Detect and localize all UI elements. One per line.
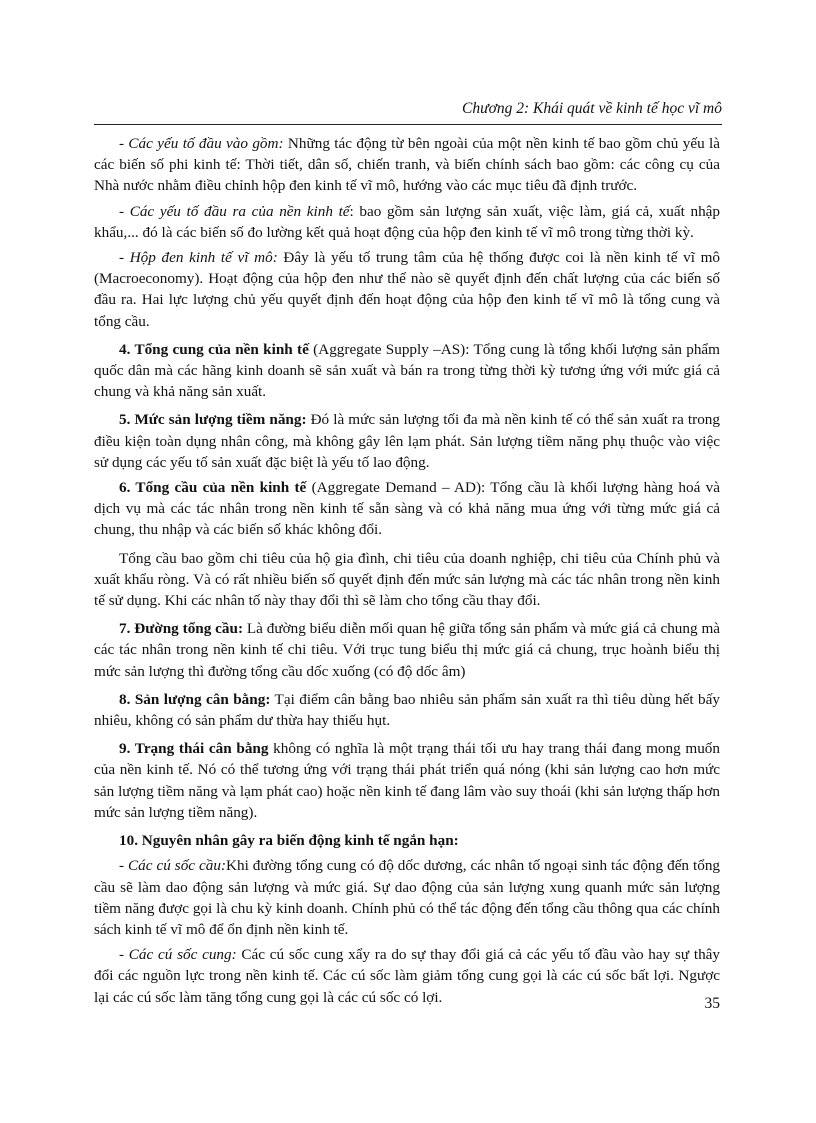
paragraph-text: (Aggregate Demand – AD): Tổng cầu là khối lượng hàng hoá và dịch vụ mà các tác nhân trong nền kinh tế sẵn sàng và có khả năng mua ứng với từng mức giá cả chung, thu nhập và các biến số khác không đổi. — [94, 479, 720, 539]
page-body — [94, 133, 720, 1012]
paragraph-equilibrium-output — [94, 689, 720, 731]
term-black-box: - Hộp đen kinh tế vĩ mô: — [119, 249, 278, 267]
paragraph-text: (Aggregate Supply –AS): Tổng cung là tổng khối lượng sản phẩm quốc dân mà các hãng kinh doanh sẽ sản xuất và bán ra trong từng thời kỳ tương ứng với mức giá cả chung và khả năng sản xuất. — [94, 340, 720, 401]
paragraph-text: Tổng cầu bao gồm chi tiêu của hộ gia đình, chi tiêu của doanh nghiệp, chi tiêu của Chính phủ và xuất khẩu ròng. Và có rất nhiều biến số quyết định đến mức sản lượng mà các tác nhân trong nền kinh tế sử dụng. Khi các nhân tố này thay đổi thì sẽ làm cho tổng cầu thay đổi. — [94, 549, 720, 610]
paragraph-text: Đó là mức sản lượng tối đa mà nền kinh tế có thể sản xuất ra trong điều kiện toàn dụng nhân công, mà không gây lên lạm phát. Sản lượng tiềm năng phụ thuộc vào việc sử dụng các yếu tố sản xuất đặc biệt là yếu tố lao động. — [94, 411, 720, 471]
term-outputs: - Các yếu tố đầu ra của nền kinh tế — [119, 202, 350, 220]
paragraph-text: Tại điểm cân bằng bao nhiêu sản phẩm sản xuất ra thì tiêu dùng hết bấy nhiêu, không có sản phẩm dư thừa hay thiếu hụt. — [94, 690, 720, 730]
term-inputs: - Các yếu tố đầu vào gồm: — [119, 135, 284, 152]
paragraph-demand-shocks — [94, 855, 720, 940]
term-ad-curve: 7. Đường tổng cầu: — [119, 620, 244, 638]
term-equilibrium-output: 8. Sản lượng cân bằng: — [119, 690, 271, 708]
running-header — [94, 96, 722, 125]
paragraph-demand-components — [94, 548, 720, 612]
paragraph-outputs — [94, 201, 720, 243]
term-equilibrium-state: 9. Trạng thái cân bằng — [119, 740, 269, 758]
term-potential-output: 5. Mức sản lượng tiềm năng: — [119, 411, 307, 429]
paragraph-text: Những tác động từ bên ngoài của một nền kinh tế bao gồm chủ yếu là các biến số phi kinh tế: Thời tiết, dân số, chiến tranh, và biến chính sách bao gồm: các công cụ của Nhà nước nhằm điều chỉnh hộp đen kinh tế vĩ mô, hướng vào các mục tiêu đã định trước. — [94, 135, 720, 195]
paragraph-aggregate-demand — [94, 477, 720, 541]
paragraph-black-box — [94, 247, 720, 332]
paragraph-text: Là đường biểu diễn mối quan hệ giữa tổng sản phẩm và mức giá cả chung mà các tác nhân trong nền kinh tế chi tiêu. Với trục tung biểu thị mức giá cả chung, trục hoành biểu thị mức sản lượng thì đường tổng cầu dốc xuống (có độ dốc âm) — [94, 620, 721, 680]
paragraph-ad-curve — [94, 618, 720, 682]
paragraph-text: không có nghĩa là một trạng thái tối ưu hay trang thái đang mong muốn của nền kinh tế. Nó có thể tương ứng với trạng thái phát triển quá nóng (khi sản lượng cao hơn mức sản lượng tiềm năng và lạm phát cao) hoặc nền kinh tế đang lâm vào suy thoái (khi sản lượng thấp hơn mức sản lượng tiềm năng). — [94, 740, 720, 821]
term-demand-shocks: - Các cú sốc cầu: — [119, 857, 227, 875]
paragraph-supply-shocks — [94, 944, 720, 1008]
term-supply-shocks: - Các cú sốc cung: — [119, 946, 237, 964]
heading-causes: 10. Nguyên nhân gây ra biến động kinh tế ngắn hạn: — [119, 832, 459, 850]
paragraph-equilibrium-state — [94, 738, 720, 823]
paragraph-potential-output — [94, 409, 720, 473]
paragraph-aggregate-supply — [94, 339, 720, 403]
paragraph-text: Các cú sốc cung xẩy ra do sự thay đổi giá cả các yếu tố đầu vào hay sự thây đổi các nguồn lực trong nền kinh tế. Các cú sốc làm giảm tổng cung gọi là các cú sốc bất lợi. Ngược lại các cú sốc làm tăng tổng cung gọi là các cú sốc có lợi. — [94, 946, 720, 1006]
section-heading-causes — [94, 830, 720, 851]
chapter-title: Chương 2: Khái quát về kinh tế học vĩ mô — [462, 100, 722, 117]
paragraph-text: : bao gồm sản lượng sản xuất, việc làm, giá cả, xuất nhập khẩu,... đó là các biến số đo lường kết quả hoạt động của hộp đen kinh tế vĩ mô trong từng thời kỳ. — [94, 202, 721, 241]
paragraph-text: Khi đường tổng cung có độ dốc dương, các nhân tố ngoại sinh tác động đến tổng cầu sẽ làm dao động sản lượng và mức giá. Sự dao động của sản lượng xung quanh mức sản lượng tiềm năng được gọi là chu kỳ kinh doanh. Chính phủ có thể tác động đến tổng cầu thông qua các chính sách kinh tế vĩ mô để ổn định nền kinh tế. — [94, 857, 721, 938]
paragraph-inputs — [94, 133, 720, 197]
page-number: 35 — [704, 995, 720, 1012]
term-aggregate-demand: 6. Tổng cầu của nền kinh tế — [119, 479, 307, 497]
term-aggregate-supply: 4. Tổng cung của nền kinh tế — [119, 340, 309, 358]
paragraph-text: Đây là yếu tố trung tâm của hệ thống được coi là nền kinh tế vĩ mô (Macroeconomy). Hoạt động của hộp đen như thế nào sẽ quyết định đến chất lượng của các biến số đầu ra. Hai lực lượng chủ yếu quyết định đến hoạt động của hộp đen kinh tế vĩ mô là tổng cung và tổng cầu. — [94, 249, 720, 330]
